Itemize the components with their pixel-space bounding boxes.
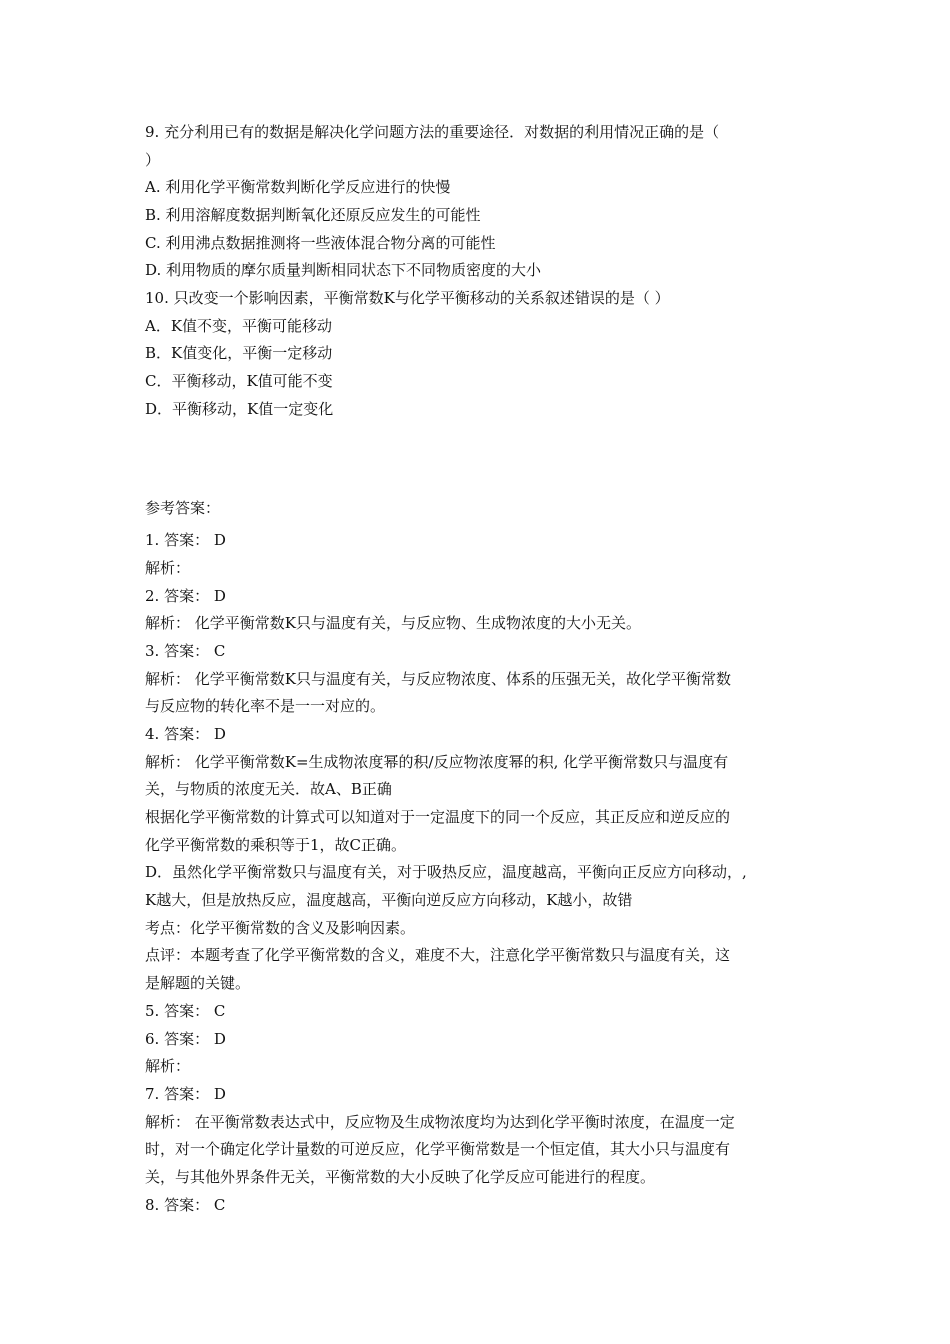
answer-line: 解析： <box>145 559 191 577</box>
answer-line: 解析： 化学平衡常数K=生成物浓度幂的积/反应物浓度幂的积, 化学平衡常数只与温度有 <box>145 753 729 771</box>
question-9-option-c: C. 利用沸点数据推测将一些液体混合物分离的可能性 <box>145 234 496 252</box>
answer-line: 解析： 化学平衡常数K只与温度有关，与反应物浓度、体系的压强无关，故化学平衡常数 <box>145 670 731 688</box>
answer-line: 是解题的关键。 <box>145 974 251 992</box>
question-10-option-a: A．K值不变，平衡可能移动 <box>145 317 333 335</box>
question-10-stem: 10. 只改变一个影响因素，平衡常数K与化学平衡移动的关系叙述错误的是（ ） <box>145 289 670 307</box>
question-9-option-b: B. 利用溶解度数据判断氧化还原反应发生的可能性 <box>145 206 481 224</box>
answer-line: 7. 答案： D <box>145 1085 226 1103</box>
question-10-option-d: D．平衡移动，K值一定变化 <box>145 400 334 418</box>
answer-line: 化学平衡常数的乘积等于1，故C正确。 <box>145 836 407 854</box>
answer-line: 关，与物质的浓度无关．故A、B正确 <box>145 780 392 798</box>
answer-line: 5. 答案： C <box>145 1002 226 1020</box>
answer-line: 8. 答案： C <box>145 1196 226 1214</box>
answer-line: 3. 答案： C <box>145 642 226 660</box>
answer-line: 考点：化学平衡常数的含义及影响因素。 <box>145 919 416 937</box>
answer-line: K越大，但是放热反应，温度越高，平衡向逆反应方向移动，K越小，故错 <box>145 891 633 909</box>
answer-line: 4. 答案： D <box>145 725 226 743</box>
answer-line: 关，与其他外界条件无关，平衡常数的大小反映了化学反应可能进行的程度。 <box>145 1168 656 1186</box>
answers-heading: 参考答案： <box>145 499 221 517</box>
answer-line: 6. 答案： D <box>145 1030 226 1048</box>
answer-line: 时，对一个确定化学计量数的可逆反应，化学平衡常数是一个恒定值，其大小只与温度有 <box>145 1140 731 1158</box>
question-9-option-a: A. 利用化学平衡常数判断化学反应进行的快慢 <box>145 178 451 196</box>
question-10-option-b: B．K值变化，平衡一定移动 <box>145 344 333 362</box>
answer-line: 点评：本题考查了化学平衡常数的含义，难度不大，注意化学平衡常数只与温度有关，这 <box>145 946 731 964</box>
answer-line: 与反应物的转化率不是一一对应的。 <box>145 697 386 715</box>
answer-line: D．虽然化学平衡常数只与温度有关，对于吸热反应，温度越高，平衡向正反应方向移动，, <box>145 863 747 881</box>
answer-line: 2. 答案： D <box>145 587 226 605</box>
answer-line: 解析： 在平衡常数表达式中，反应物及生成物浓度均为达到化学平衡时浓度，在温度一定 <box>145 1113 735 1131</box>
answer-line: 解析： <box>145 1057 191 1075</box>
question-9-stem-continued: ） <box>145 151 161 169</box>
answer-line: 解析： 化学平衡常数K只与温度有关，与反应物、生成物浓度的大小无关。 <box>145 614 641 632</box>
answer-line: 根据化学平衡常数的计算式可以知道对于一定温度下的同一个反应，其正反应和逆反应的 <box>145 808 731 826</box>
question-9-option-d: D. 利用物质的摩尔质量判断相同状态下不同物质密度的大小 <box>145 261 542 279</box>
question-9-stem: 9. 充分利用已有的数据是解决化学问题方法的重要途径．对数据的利用情况正确的是（ <box>145 123 720 141</box>
answer-line: 1. 答案： D <box>145 531 226 549</box>
question-10-option-c: C．平衡移动，K值可能不变 <box>145 372 333 390</box>
